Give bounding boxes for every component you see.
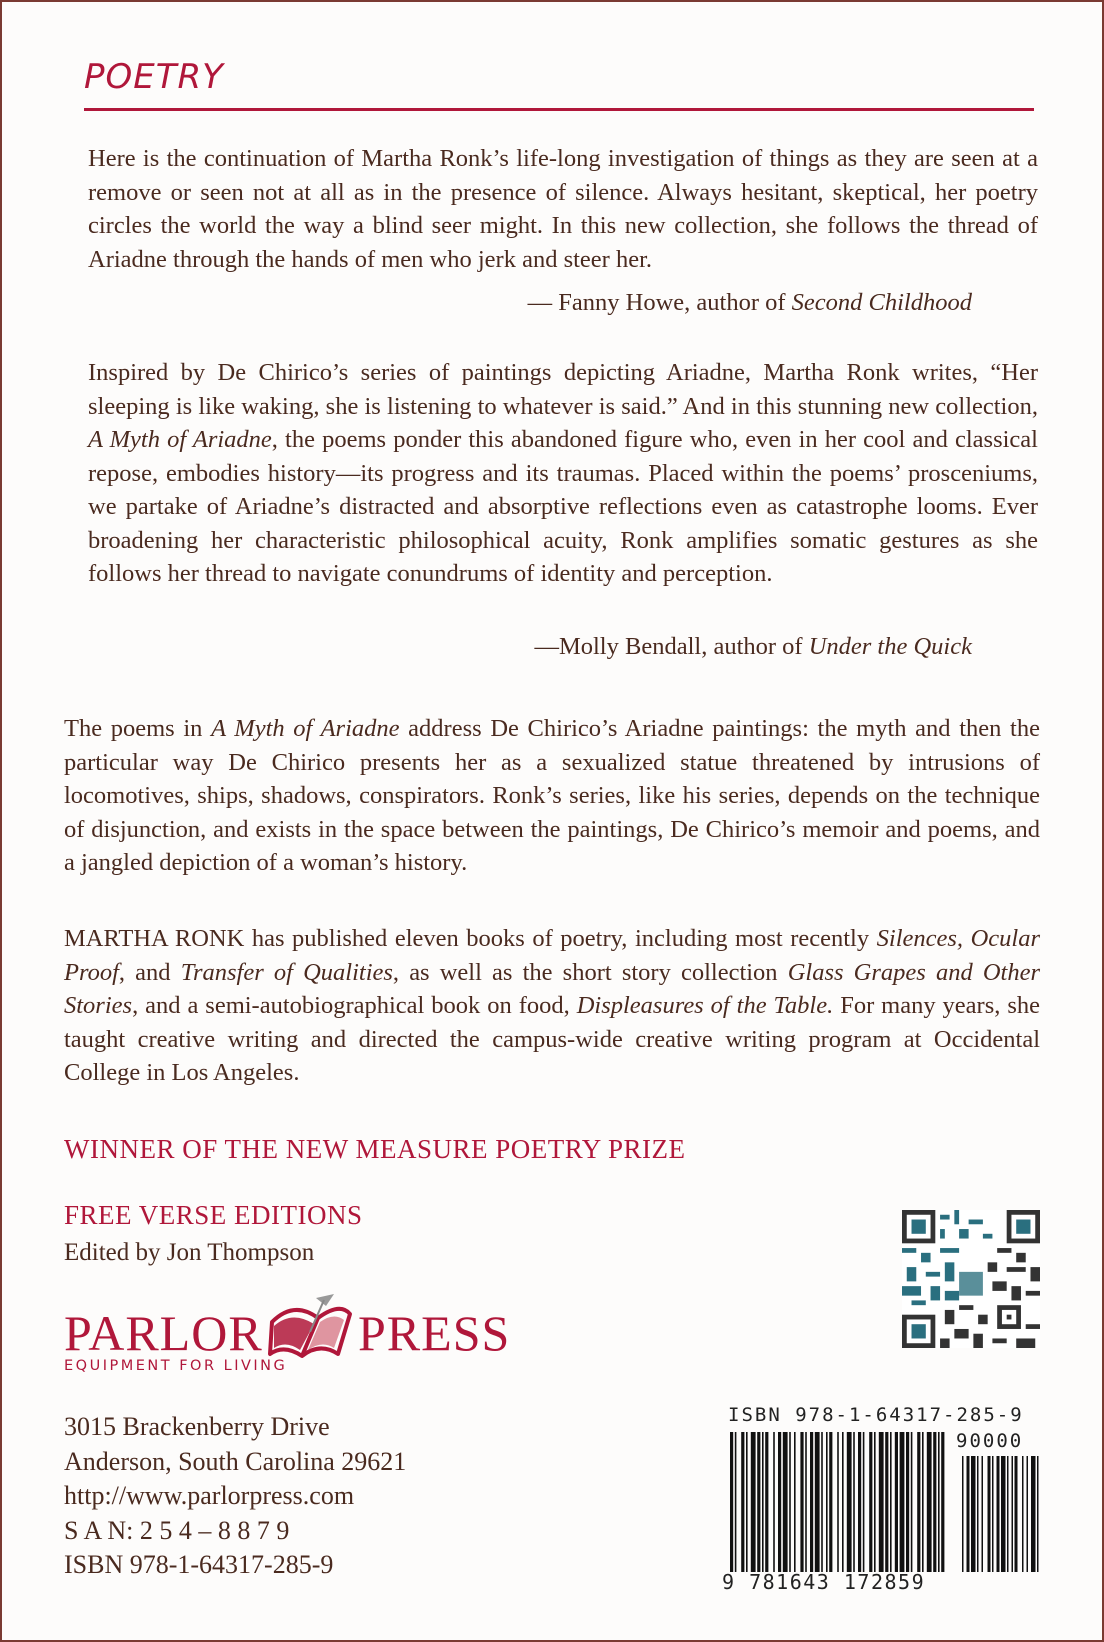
attribution-prefix: —Molly Bendall, author of: [534, 633, 809, 660]
barcode-isbn-label: ISBN 978-1-64317-285-9: [728, 1404, 1024, 1426]
header-rule: [84, 108, 1034, 111]
bio-title: Glass Grapes and Other Stories: [64, 958, 1040, 1019]
publisher-address: [64, 1410, 406, 1583]
description-text-1: The poems in: [64, 715, 212, 742]
blurb-bendall: [88, 356, 1038, 591]
attribution-title: Under the Quick: [808, 633, 972, 660]
isbn-number: ISBN 978-1-64317-285-9: [64, 1550, 334, 1579]
bio-title: Transfer of Qualities: [180, 958, 393, 986]
barcode-digits: [722, 1570, 925, 1594]
attribution-title: Second Childhood: [791, 289, 972, 316]
bio-text: , as well as the short story collection: [392, 958, 788, 986]
barcode-icon: [730, 1432, 1040, 1572]
blurb-howe: [88, 142, 1038, 276]
address-line: 3015 Brackenberry Drive: [64, 1412, 330, 1441]
series-name: FREE VERSE EDITIONS: [64, 1200, 363, 1230]
series-editor: Edited by Jon Thompson: [64, 1239, 315, 1266]
bio-text: For many years, she taught creative writing and directed the campus-wide creative writing program at Occidental College in Los Angeles.: [64, 992, 1040, 1086]
book-description: [64, 712, 1040, 880]
ean-first-digit: 9: [722, 1570, 736, 1594]
bio-title: Silences, Ocular Proof: [64, 925, 1040, 986]
author-bio: [64, 922, 1040, 1090]
blurb-bendall-attribution: [88, 630, 972, 664]
attribution-prefix: — Fanny Howe, author of: [527, 289, 792, 316]
ean-digits-rest: 781643 172859: [749, 1570, 926, 1594]
publisher-logo-word-2: PRESS: [358, 1305, 511, 1361]
publisher-tagline: EQUIPMENT FOR LIVING: [64, 1358, 288, 1374]
bio-text: MARTHA RONK has published eleven books of poetry, including most recently: [64, 925, 877, 952]
book-title: A Myth of Ariadne: [88, 426, 272, 453]
address-line: Anderson, South Carolina 29621: [64, 1446, 407, 1476]
bio-title: Displeasures of the Table.: [576, 992, 834, 1019]
blurb-howe-text: Here is the continuation of Martha Ronk’s life-long investigation of things as they are seen at a remove or seen not at all as in the presence of silence. Always hesitant, skeptical, her poetry circles the world the way a blind seer might. In this new collection, she follows the thread of Ariadne through the hands of men who jerk and steer her.: [88, 145, 1038, 273]
blurb-bendall-text-2: , the poems ponder this abandoned figure who, even in her cool and classical repose, embodies history—its progress and its traumas. Placed within the poems’ prosceniums, we partake of Ariadne’s distracted and absorptive reflections even as catastrophe looms. Ever broadening her characteristic philosophical acuity, Ronk amplifies somatic gestures as she follows her thread to navigate conundrums of identity and perception.: [88, 426, 1038, 587]
book-title: A Myth of Ariadne: [211, 715, 400, 742]
blurb-howe-attribution: [88, 286, 972, 320]
prize-line: WINNER OF THE NEW MEASURE POETRY PRIZE: [64, 1134, 686, 1164]
website-link[interactable]: http://www.parlorpress.com: [64, 1481, 355, 1510]
bio-text: , and a semi-autobiographical book on food,: [132, 992, 577, 1019]
san-number: S A N: 2 5 4 – 8 8 7 9: [64, 1515, 290, 1545]
barcode-price-code: 90000: [956, 1430, 1024, 1452]
qr-code-icon[interactable]: [902, 1210, 1040, 1348]
blurb-bendall-text-1: Inspired by De Chirico’s series of paintings depicting Ariadne, Martha Ronk writes, “Her sleeping is like waking, she is listening to whatever is said.” And in this stunning new collection,: [88, 359, 1038, 420]
bio-text: , and: [118, 958, 181, 986]
description-text-2: address De Chirico’s Ariadne paintings: the myth and then the particular way De Chirico presents her as a sexualized statue threatened by intrusions of locomotives, ships, shadows, conspirators. Ronk’s series, like his series, depends on the technique of disjunction, and exists in the space between the paintings, De Chirico’s memoir and poems, and a jangled depiction of a woman’s history.: [64, 715, 1040, 876]
category-label: POETRY: [84, 57, 224, 97]
publisher-logo-word-1: PARLOR: [64, 1305, 263, 1361]
